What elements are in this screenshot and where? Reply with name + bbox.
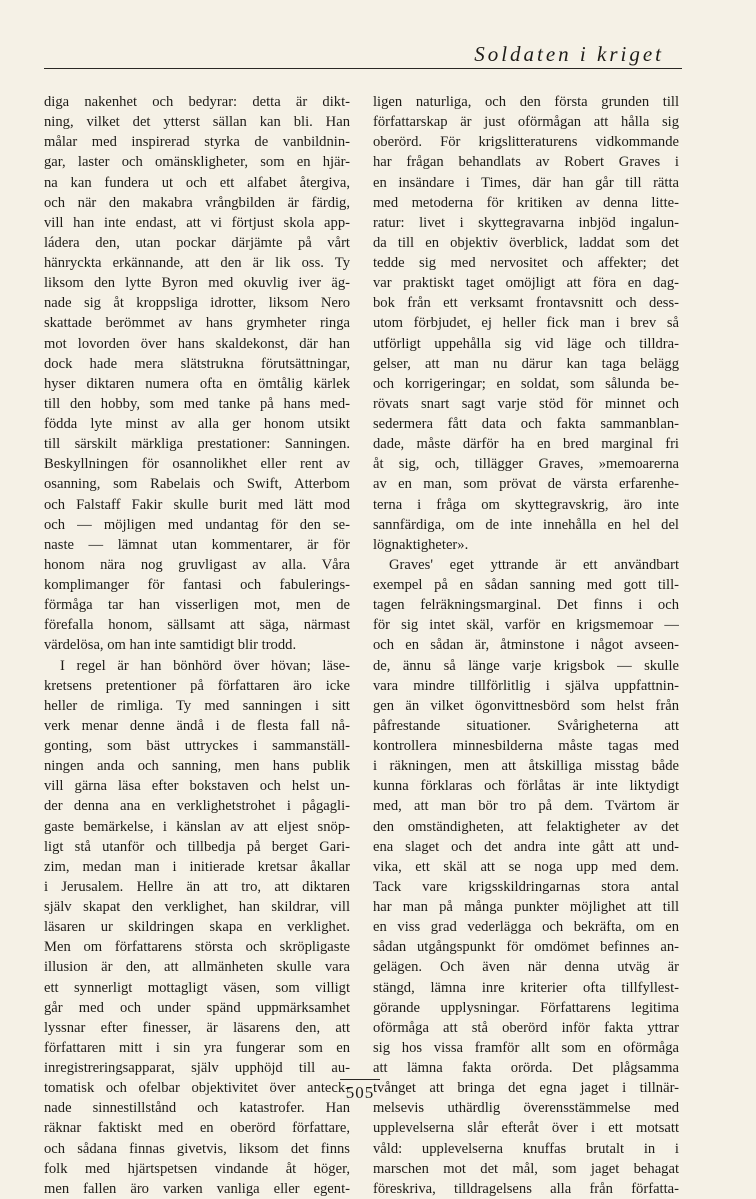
text-line: I regel är han bönhörd över hövan; läse- bbox=[60, 657, 350, 674]
text-line: vill han inte endast, att vi förtjust skola app- bbox=[44, 214, 350, 231]
text-line: ligt stå utanför och tillbedja på berget Gari- bbox=[44, 838, 350, 855]
text-line: terna i fråga om skyttegravskrig, äro inte bbox=[373, 496, 679, 513]
text-line: sedermera fått data och fakta sammanblan- bbox=[373, 416, 679, 432]
text-line: dade, måste därför ha en bred marginal fri bbox=[373, 436, 679, 453]
text-line: hänryckta erkännande, att den är lik oss. Ty bbox=[44, 255, 350, 271]
text-line: sannfärdiga, om de inte innehålla en hel del bbox=[373, 516, 679, 533]
text-line: gelägen. Och även när denna utväg är bbox=[373, 959, 679, 976]
text-line: kontrollera minnesbilderna måste tagas med bbox=[373, 738, 679, 754]
text-line: men fallen äro varken vanliga eller egent- bbox=[44, 1180, 350, 1197]
text-line: ligen naturliga, och den första grunden till bbox=[373, 94, 679, 110]
text-line: att lämna fakta orörda. Det plågsamma bbox=[373, 1060, 679, 1076]
text-line: liksom den lytte Byron med okuvlig iver äg- bbox=[44, 275, 350, 292]
text-line: en viss grad vederlägga och bekräfta, om en bbox=[373, 919, 679, 936]
text-line: med metoderna för kritiken av denna litte- bbox=[373, 194, 679, 211]
text-line: föreskriva, tilldragelsens alla från författa- bbox=[373, 1180, 679, 1197]
text-line: ning, vilket det ytterst sällan kan bli. Han bbox=[44, 114, 350, 131]
text-line: våld: upplevelserna knuffas brutalt in i bbox=[373, 1140, 679, 1157]
text-line: de, ännu så länge varje krigsbok — skulle bbox=[373, 657, 679, 674]
text-line: och en sådan är, åtminstone i något avseen- bbox=[373, 637, 679, 654]
text-line: Graves' eget yttrande är ett användbart bbox=[389, 556, 679, 573]
text-line: ningen anda och sanning, men hans publik bbox=[44, 758, 350, 775]
text-line: sådan utgångspunkt för omdömet befinnes an- bbox=[373, 939, 679, 956]
text-line: oförmåga att stå oberörd inför fakta yttrar bbox=[373, 1019, 679, 1036]
page-number: 505 bbox=[345, 1083, 375, 1102]
text-line: na kan fundera ut och ett alfabet återgiva, bbox=[44, 174, 350, 191]
text-line: melsevis uthärdlig överensstämmelse med bbox=[373, 1100, 679, 1117]
text-line: illusion är den, att allmänheten skulle vara bbox=[44, 959, 350, 976]
text-line: utförligt uppehålla sig vid läge och tilldra- bbox=[373, 335, 679, 352]
text-line: ett synnerligt mottagligt väsen, som villigt bbox=[44, 979, 350, 996]
text-line: i Jerusalem. Hellre än att tro, att diktaren bbox=[44, 878, 350, 895]
text-line: verk menar denne ändå i de flesta fall nå- bbox=[44, 717, 350, 734]
text-line: författarskap är just oförmågan att hålla sig bbox=[373, 114, 679, 131]
text-line: gonting, som bäst uttryckes i sammanställ- bbox=[44, 738, 350, 754]
text-line: naste — lämnat utan kommentarer, är för bbox=[44, 536, 350, 553]
text-line: läsaren ur skildringen skapa en verklighet. bbox=[44, 919, 350, 936]
left-column bbox=[44, 92, 350, 1199]
text-line: marschen mot det mål, som jaget behagat bbox=[373, 1160, 679, 1177]
text-line: utom förbjudet, ej heller fick man i brev så bbox=[373, 315, 679, 332]
text-line: en insändare i Times, där han går till rätta bbox=[373, 174, 679, 191]
running-header bbox=[44, 42, 682, 69]
text-line: exempel på en sådan sanning med gott till- bbox=[373, 577, 679, 593]
text-line: vill gärna läsa efter bokstaven och helst un- bbox=[44, 778, 350, 795]
text-line: i räkningen, men att åtskilliga misstag både bbox=[373, 758, 679, 775]
text-line: och — möjligen med undantag för den se- bbox=[44, 516, 350, 533]
text-line: till särskilt märkliga prestationer: Sanningen. bbox=[44, 436, 350, 453]
text-line: gen än vilket ögonvittnesbörd som helst från bbox=[373, 697, 679, 714]
text-line: med, att man bör tro på dem. Tvärtom är bbox=[373, 798, 679, 815]
text-line: da till en objektiv överblick, laddat som det bbox=[373, 234, 679, 251]
text-line: tomatisk och ofelbar objektivitet över anteck- bbox=[44, 1080, 350, 1097]
text-line: kunna förklaras och förlåtas är inte liktydigt bbox=[373, 778, 679, 795]
text-line: och korrigeringar; en soldat, som sålunda be- bbox=[373, 375, 679, 392]
text-line: rövats snart sagt varje stöd för minnet och bbox=[373, 395, 679, 412]
page-number-rule bbox=[340, 1079, 380, 1080]
text-line: lögnaktigheter». bbox=[373, 536, 469, 553]
text-line: upplevelserna slår efteråt över i ett motsatt bbox=[373, 1120, 679, 1137]
text-line: vika, ett skäl att se noga upp med dem. bbox=[373, 858, 679, 875]
text-line: värdelösa, om han inte samtidigt blir trodd. bbox=[44, 637, 297, 654]
text-line: zim, medan man i initierade kretsar åkallar bbox=[44, 858, 350, 875]
text-line: själv skapat den verklighet, han skildrar, vill bbox=[44, 899, 350, 915]
right-column bbox=[373, 92, 679, 1199]
text-line: räknar faktiskt med en oberörd författare, bbox=[44, 1120, 350, 1137]
text-line: komplimanger för fantasi och fabulerings- bbox=[44, 577, 350, 593]
text-line: Tack vare krigsskildringarnas stora antal bbox=[373, 878, 679, 895]
text-line: osanning, som Rabelais och Swift, Atterbom bbox=[44, 476, 350, 493]
text-line: inregistreringsapparat, själv upphöjd till au- bbox=[44, 1060, 350, 1076]
text-line: der denna ana en verklighetstrohet i pågagli- bbox=[44, 798, 350, 815]
text-line: har frågan behandlats av Robert Graves i bbox=[373, 154, 679, 171]
text-line: tagen felräkningsmarginal. Det finns i och bbox=[373, 597, 679, 614]
text-line: tedde sig med nervositet och affekter; det bbox=[373, 255, 679, 271]
text-line: stängd, lämna inre kriterier ofta tillfyllest- bbox=[373, 979, 679, 996]
text-line: honom nära nog gruvligast av alla. Våra bbox=[44, 556, 350, 573]
text-line: för sig intet skäl, varför en krigsmemoar — bbox=[373, 617, 679, 634]
text-line: går med och under spänd uppmärksamhet bbox=[44, 999, 350, 1016]
text-line: heller de rimliga. Ty med sanningen i sitt bbox=[44, 697, 350, 714]
text-line: Beskyllningen för osannolikhet eller rent av bbox=[44, 456, 350, 473]
text-line: ládera den, utan pockar därjämte på vårt bbox=[44, 234, 350, 251]
text-line: tvånget att bringa det egna jaget i tillnär- bbox=[373, 1080, 679, 1097]
text-line: gaste bemärkelse, i känslan av att eljest snöp- bbox=[44, 818, 350, 835]
text-line: förmåga tar han visserligen mot, men de bbox=[44, 597, 350, 614]
text-line: målar med inspirerad styrka de vanbildnin- bbox=[44, 134, 350, 151]
text-line: Men om författarens största och skröpligaste bbox=[44, 939, 350, 956]
text-line: förefalla honom, sällsamt att säga, närmast bbox=[44, 617, 350, 634]
text-line: lyssnar efter finesser, är läsarens den, att bbox=[44, 1019, 350, 1036]
text-line: oberörd. För krigslitteraturens vidkommande bbox=[373, 134, 679, 151]
text-line: gar, laster och omänskligheter, som en hjär- bbox=[44, 154, 350, 171]
text-line: bok från ett verksamt frontavsnitt och dess- bbox=[373, 295, 679, 312]
text-line: och sådana finnas givetvis, liksom det finns bbox=[44, 1140, 350, 1157]
text-line: skattade berömmet av hans grymheter ringa bbox=[44, 315, 350, 332]
text-line: kretsens pretentioner på författaren äro icke bbox=[44, 677, 350, 694]
text-line: av en man, som prövat de värsta erfarenhe- bbox=[373, 476, 679, 493]
text-line: författaren mitt i sin yra fungerar som en bbox=[44, 1039, 350, 1056]
text-line: vara mindre tillförlitlig i själva uppfattnin- bbox=[373, 677, 679, 694]
text-line: ratur: livet i skyttegravarna inbjöd ingalun- bbox=[373, 214, 679, 231]
text-line: den omständigheten, att felaktigheter av det bbox=[373, 818, 679, 835]
text-line: nade sinnestillstånd och katastrofer. Han bbox=[44, 1100, 350, 1117]
text-line: diga nakenhet och bedyrar: detta är dikt- bbox=[44, 94, 350, 110]
text-line: har man på många punkter möjlighet att till bbox=[373, 899, 679, 915]
text-line: dock hade mera slätstrukna förutsättningar, bbox=[44, 355, 350, 372]
text-line: till den hobby, som med tanke på hans med- bbox=[44, 395, 350, 412]
text-line: ena slaget och det andra inte gått att und- bbox=[373, 838, 679, 855]
text-line: nade sig åt kroppsliga idrotter, liksom Nero bbox=[44, 295, 350, 312]
text-line: påfrestande situationer. Svårigheterna att bbox=[373, 717, 679, 734]
text-line: sig hos vissa framför allt som en oförmåga bbox=[373, 1039, 679, 1056]
text-line: och när den makabra vrångbilden är färdig, bbox=[44, 194, 350, 211]
text-line: hyser diktaren numera ofta en ömtålig kärlek bbox=[44, 375, 350, 392]
text-line: födda lyte minst av alla ger honom utsikt bbox=[44, 416, 350, 432]
text-line: var praktiskt taget omöjligt att föra en dag- bbox=[373, 275, 679, 292]
text-line: åt sig, och, tillägger Graves, »memoarerna bbox=[373, 456, 679, 473]
running-title: Soldaten i kriget bbox=[474, 42, 664, 66]
text-line: och Falstaff Fakir skulle burit med lätt mod bbox=[44, 496, 350, 513]
text-line: görande upplysningar. Författarens legitima bbox=[373, 999, 679, 1016]
text-line: folk med hjärtspetsen vindande åt höger, bbox=[44, 1160, 350, 1177]
text-line: mot lovorden över hans skaldekonst, där han bbox=[44, 335, 350, 352]
text-line: gelser, att man nu därur kan taga belägg bbox=[373, 355, 679, 372]
